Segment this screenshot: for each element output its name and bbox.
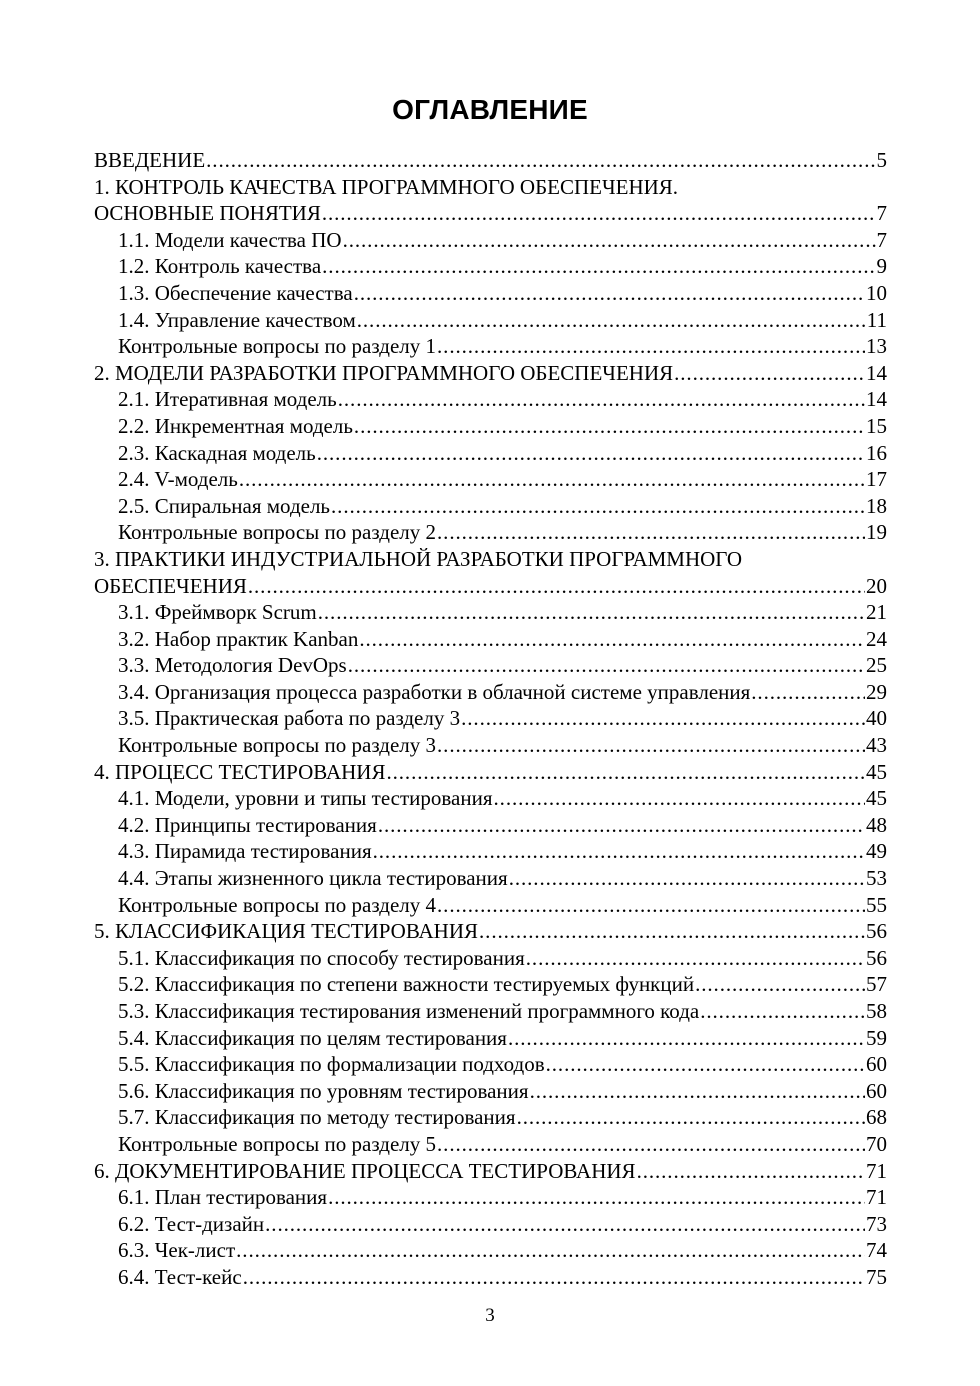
toc-entry-title: 4.2. Принципы тестирования: [118, 812, 377, 837]
toc-entry[interactable]: [94, 679, 887, 706]
toc-dot-leader: [328, 1184, 865, 1211]
toc-entry-title: Контрольные вопросы по разделу 3: [118, 733, 437, 758]
toc-entry-title: 4.3. Пирамида тестирования: [118, 839, 372, 864]
toc-entry-page: 9: [876, 254, 887, 279]
toc-entry[interactable]: [94, 253, 887, 280]
toc-dot-leader: [530, 1078, 865, 1105]
toc-entry-page: 74: [866, 1238, 887, 1263]
toc-entry-title: Контрольные вопросы по разделу 2: [118, 520, 437, 545]
toc-entry-title: 5.5. Классификация по формализации подходов: [118, 1052, 545, 1077]
toc-dot-leader: [265, 1211, 865, 1238]
toc-dot-leader: [509, 865, 865, 892]
toc-entry-title: 5.2. Классификация по степени важности тестируемых функций: [118, 972, 695, 997]
toc-dot-leader: [526, 945, 865, 972]
toc-entry-title: 5.3. Классификация тестирования изменений программного кода: [118, 999, 700, 1023]
toc-entry-title: ВВЕДЕНИЕ: [94, 148, 206, 172]
toc-dot-leader: [318, 599, 865, 626]
toc-entry-page: 56: [866, 945, 887, 970]
toc-entry-page: 16: [866, 440, 887, 465]
toc-entry[interactable]: [94, 440, 887, 467]
toc-dot-leader: [386, 759, 865, 786]
toc-dot-leader: [437, 333, 865, 360]
toc-entry-page: 19: [866, 520, 887, 545]
toc-entry[interactable]: [94, 386, 887, 413]
toc-dot-leader: [373, 838, 865, 865]
toc-entry[interactable]: [94, 998, 887, 1025]
toc-dot-leader: [479, 918, 865, 945]
toc-entry-page: 14: [866, 387, 887, 412]
toc-dot-leader: [378, 812, 865, 839]
toc-dot-leader: [206, 147, 875, 174]
toc-dot-leader: [700, 998, 865, 1025]
toc-entry-page: 15: [866, 413, 887, 438]
toc-dot-leader: [437, 732, 865, 759]
toc-entry-title: 6.4. Тест-кейс: [118, 1264, 242, 1289]
toc-entry-page: 68: [866, 1105, 887, 1130]
toc-entry-page: 60: [866, 1052, 887, 1077]
toc-entry-title: 6.3. Чек-лист: [118, 1238, 236, 1263]
toc-entry-title: 4. ПРОЦЕСС ТЕСТИРОВАНИЯ: [94, 759, 386, 784]
toc-entry[interactable]: [94, 519, 887, 546]
toc-entry[interactable]: [94, 200, 887, 227]
toc-entry-title: 2. МОДЕЛИ РАЗРАБОТКИ ПРОГРАММНОГО ОБЕСПЕЧЕНИЯ: [94, 360, 674, 385]
toc-entry-title: 1.4. Управление качеством: [118, 307, 356, 332]
toc-dot-leader: [236, 1237, 865, 1264]
toc-dot-leader: [239, 466, 865, 493]
toc-entry-title: Контрольные вопросы по разделу 4: [118, 892, 437, 917]
toc-entry[interactable]: [94, 360, 887, 387]
toc-entry-title: 5.6. Классификация по уровням тестирования: [118, 1078, 529, 1103]
toc-dot-leader: [357, 307, 866, 334]
toc-entry-title: 1.3. Обеспечение качества: [118, 280, 353, 305]
toc-entry-title: 3.3. Методология DevOps: [118, 653, 347, 678]
toc-dot-leader: [322, 253, 875, 280]
toc-entry[interactable]: [94, 838, 887, 865]
toc-entry-title: 2.1. Итеративная модель: [118, 387, 337, 412]
toc-entry-page: 14: [866, 360, 887, 385]
toc-entry-title: 4.4. Этапы жизненного цикла тестирования: [118, 866, 508, 891]
page-title: ОГЛАВЛЕНИЕ: [392, 94, 588, 125]
toc-entry-page: 56: [866, 919, 887, 944]
toc-entry-title: 2.3. Каскадная модель: [118, 440, 316, 465]
toc-dot-leader: [317, 440, 865, 467]
toc-entry-title: 3.1. Фреймворк Scrum: [118, 600, 317, 625]
toc-entry-page: 73: [866, 1211, 887, 1236]
toc-entry-page: 71: [866, 1185, 887, 1210]
toc-entry[interactable]: [94, 466, 887, 493]
toc-dot-leader: [348, 652, 865, 679]
toc-entry-title: 1. КОНТРОЛЬ КАЧЕСТВА ПРОГРАММНОГО ОБЕСПЕЧЕНИЯ.: [94, 174, 679, 199]
toc-entry-page: 10: [866, 280, 887, 305]
toc-entry-title: ОСНОВНЫЕ ПОНЯТИЯ: [94, 201, 321, 226]
toc-entry-title: ОБЕСПЕЧЕНИЯ: [94, 573, 247, 598]
toc-entry[interactable]: [94, 307, 887, 334]
toc-entry-title: 6.2. Тест-дизайн: [118, 1211, 265, 1236]
toc-dot-leader: [354, 280, 865, 307]
toc-entry-title: 3.4. Организация процесса разработки в облачной системе управления: [118, 679, 751, 704]
toc-entry[interactable]: [94, 652, 887, 679]
toc-entry-page: 20: [866, 573, 887, 598]
toc-entry[interactable]: [94, 892, 887, 919]
toc-entry-page: 59: [866, 1025, 887, 1050]
toc-entry[interactable]: [94, 759, 887, 786]
toc-entry-page: 60: [866, 1078, 887, 1103]
toc-dot-leader: [248, 573, 865, 600]
toc-entry-title: 1.2. Контроль качества: [118, 254, 322, 279]
toc-entry[interactable]: [94, 147, 887, 174]
toc-dot-leader: [437, 519, 865, 546]
toc-dot-leader: [359, 626, 865, 653]
toc-entry[interactable]: [94, 1078, 887, 1105]
toc-entry-page: 71: [866, 1158, 887, 1183]
toc-dot-leader: [494, 785, 865, 812]
toc-entry-title: 2.4. V-модель: [118, 467, 238, 492]
toc-dot-leader: [322, 200, 876, 227]
toc-entry[interactable]: [94, 732, 887, 759]
toc-entry[interactable]: [94, 705, 887, 732]
toc-dot-leader: [338, 386, 865, 413]
toc-dot-leader: [437, 892, 865, 919]
toc-entry-page: 45: [866, 759, 887, 784]
toc-entry[interactable]: [94, 227, 887, 254]
toc-entry[interactable]: [94, 971, 887, 998]
toc-entry[interactable]: [94, 280, 887, 307]
toc-entry[interactable]: [94, 1237, 887, 1264]
toc-entry[interactable]: [94, 785, 887, 812]
toc-dot-leader: [437, 1131, 865, 1158]
toc-entry-page: 70: [866, 1131, 887, 1156]
toc-entry[interactable]: [94, 1025, 887, 1052]
toc-entry-title: 5. КЛАССИФИКАЦИЯ ТЕСТИРОВАНИЯ: [94, 919, 479, 944]
toc-entry-page: 18: [866, 493, 887, 518]
toc-entry-title: 6.1. План тестирования: [118, 1185, 328, 1210]
toc-entry-page: 7: [876, 227, 887, 252]
toc-entry-title: 2.5. Спиральная модель: [118, 493, 331, 518]
toc-entry-page: 13: [866, 334, 887, 359]
toc-dot-leader: [354, 413, 865, 440]
toc-entry[interactable]: [94, 573, 887, 600]
toc-entry-title: Контрольные вопросы по разделу 1: [118, 334, 437, 359]
toc-entry-page: 58: [866, 999, 887, 1023]
toc-dot-leader: [751, 679, 865, 706]
toc-entry[interactable]: [94, 174, 887, 201]
toc-entry[interactable]: [94, 1131, 887, 1158]
toc-entry-page: 5: [876, 148, 887, 172]
toc-dot-leader: [517, 1104, 865, 1131]
toc-entry-page: 29: [866, 679, 887, 704]
toc-entry[interactable]: [94, 918, 887, 945]
toc-entry-page: 25: [866, 653, 887, 678]
toc-entry[interactable]: [94, 865, 887, 892]
toc-entry-page: 45: [866, 786, 887, 811]
toc-dot-leader: [674, 360, 865, 387]
toc-entry-page: 43: [866, 733, 887, 758]
toc-entry-page: 40: [866, 706, 887, 731]
toc-entry-page: 21: [866, 600, 887, 625]
toc-entry[interactable]: [94, 333, 887, 360]
toc-entry-title: 4.1. Модели, уровни и типы тестирования: [118, 786, 493, 811]
toc-entry-page: 75: [866, 1264, 887, 1289]
toc-entry-title: 3. ПРАКТИКИ ИНДУСТРИАЛЬНОЙ РАЗРАБОТКИ ПРОГРАММНОГО: [94, 546, 743, 571]
toc-entry[interactable]: [94, 1158, 887, 1185]
toc-entry[interactable]: [94, 599, 887, 626]
toc-dot-leader: [243, 1264, 865, 1291]
toc-dot-leader: [695, 971, 865, 998]
toc-entry-title: Контрольные вопросы по разделу 5: [118, 1131, 437, 1156]
toc-dot-leader: [331, 493, 865, 520]
toc-entry[interactable]: [94, 945, 887, 972]
toc-entry[interactable]: [94, 1211, 887, 1238]
toc-entry-title: 5.7. Классификация по методу тестирования: [118, 1105, 516, 1130]
toc-entry-page: 49: [866, 839, 887, 864]
toc-dot-leader: [461, 705, 865, 732]
toc-entry[interactable]: [94, 413, 887, 440]
toc-dot-leader: [508, 1025, 865, 1052]
page-number: 3: [485, 1305, 495, 1326]
toc-entry[interactable]: [94, 1051, 887, 1078]
toc-entry[interactable]: [94, 493, 887, 520]
toc-entry-title: 5.4. Классификация по целям тестирования: [118, 1025, 507, 1050]
toc-entry-page: 24: [866, 626, 887, 651]
toc-entry-page: 11: [866, 307, 887, 332]
toc-entry-title: 2.2. Инкрементная модель: [118, 413, 353, 438]
toc-entry-page: 53: [866, 866, 887, 891]
toc-entry-page: 17: [866, 467, 887, 492]
toc-entry-title: 5.1. Классификация по способу тестирования: [118, 945, 525, 970]
table-of-contents: [94, 147, 887, 1291]
toc-entry-page: 55: [866, 892, 887, 917]
toc-dot-leader: [343, 227, 876, 254]
toc-entry-title: 3.2. Набор практик Kanban: [118, 626, 359, 651]
toc-entry-page: 57: [866, 972, 887, 997]
toc-entry[interactable]: [94, 546, 887, 573]
toc-entry-title: 3.5. Практическая работа по разделу 3: [118, 706, 461, 731]
toc-entry-title: 1.1. Модели качества ПО: [118, 227, 342, 252]
toc-entry[interactable]: [94, 812, 887, 839]
toc-entry-title: 6. ДОКУМЕНТИРОВАНИЕ ПРОЦЕССА ТЕСТИРОВАНИЯ: [94, 1158, 636, 1183]
toc-dot-leader: [546, 1051, 865, 1078]
toc-entry[interactable]: [94, 1264, 887, 1291]
toc-entry[interactable]: [94, 1184, 887, 1211]
toc-entry[interactable]: [94, 1104, 887, 1131]
toc-entry[interactable]: [94, 626, 887, 653]
toc-entry-page: 48: [866, 812, 887, 837]
toc-entry-page: 7: [876, 201, 887, 226]
toc-dot-leader: [637, 1158, 865, 1185]
